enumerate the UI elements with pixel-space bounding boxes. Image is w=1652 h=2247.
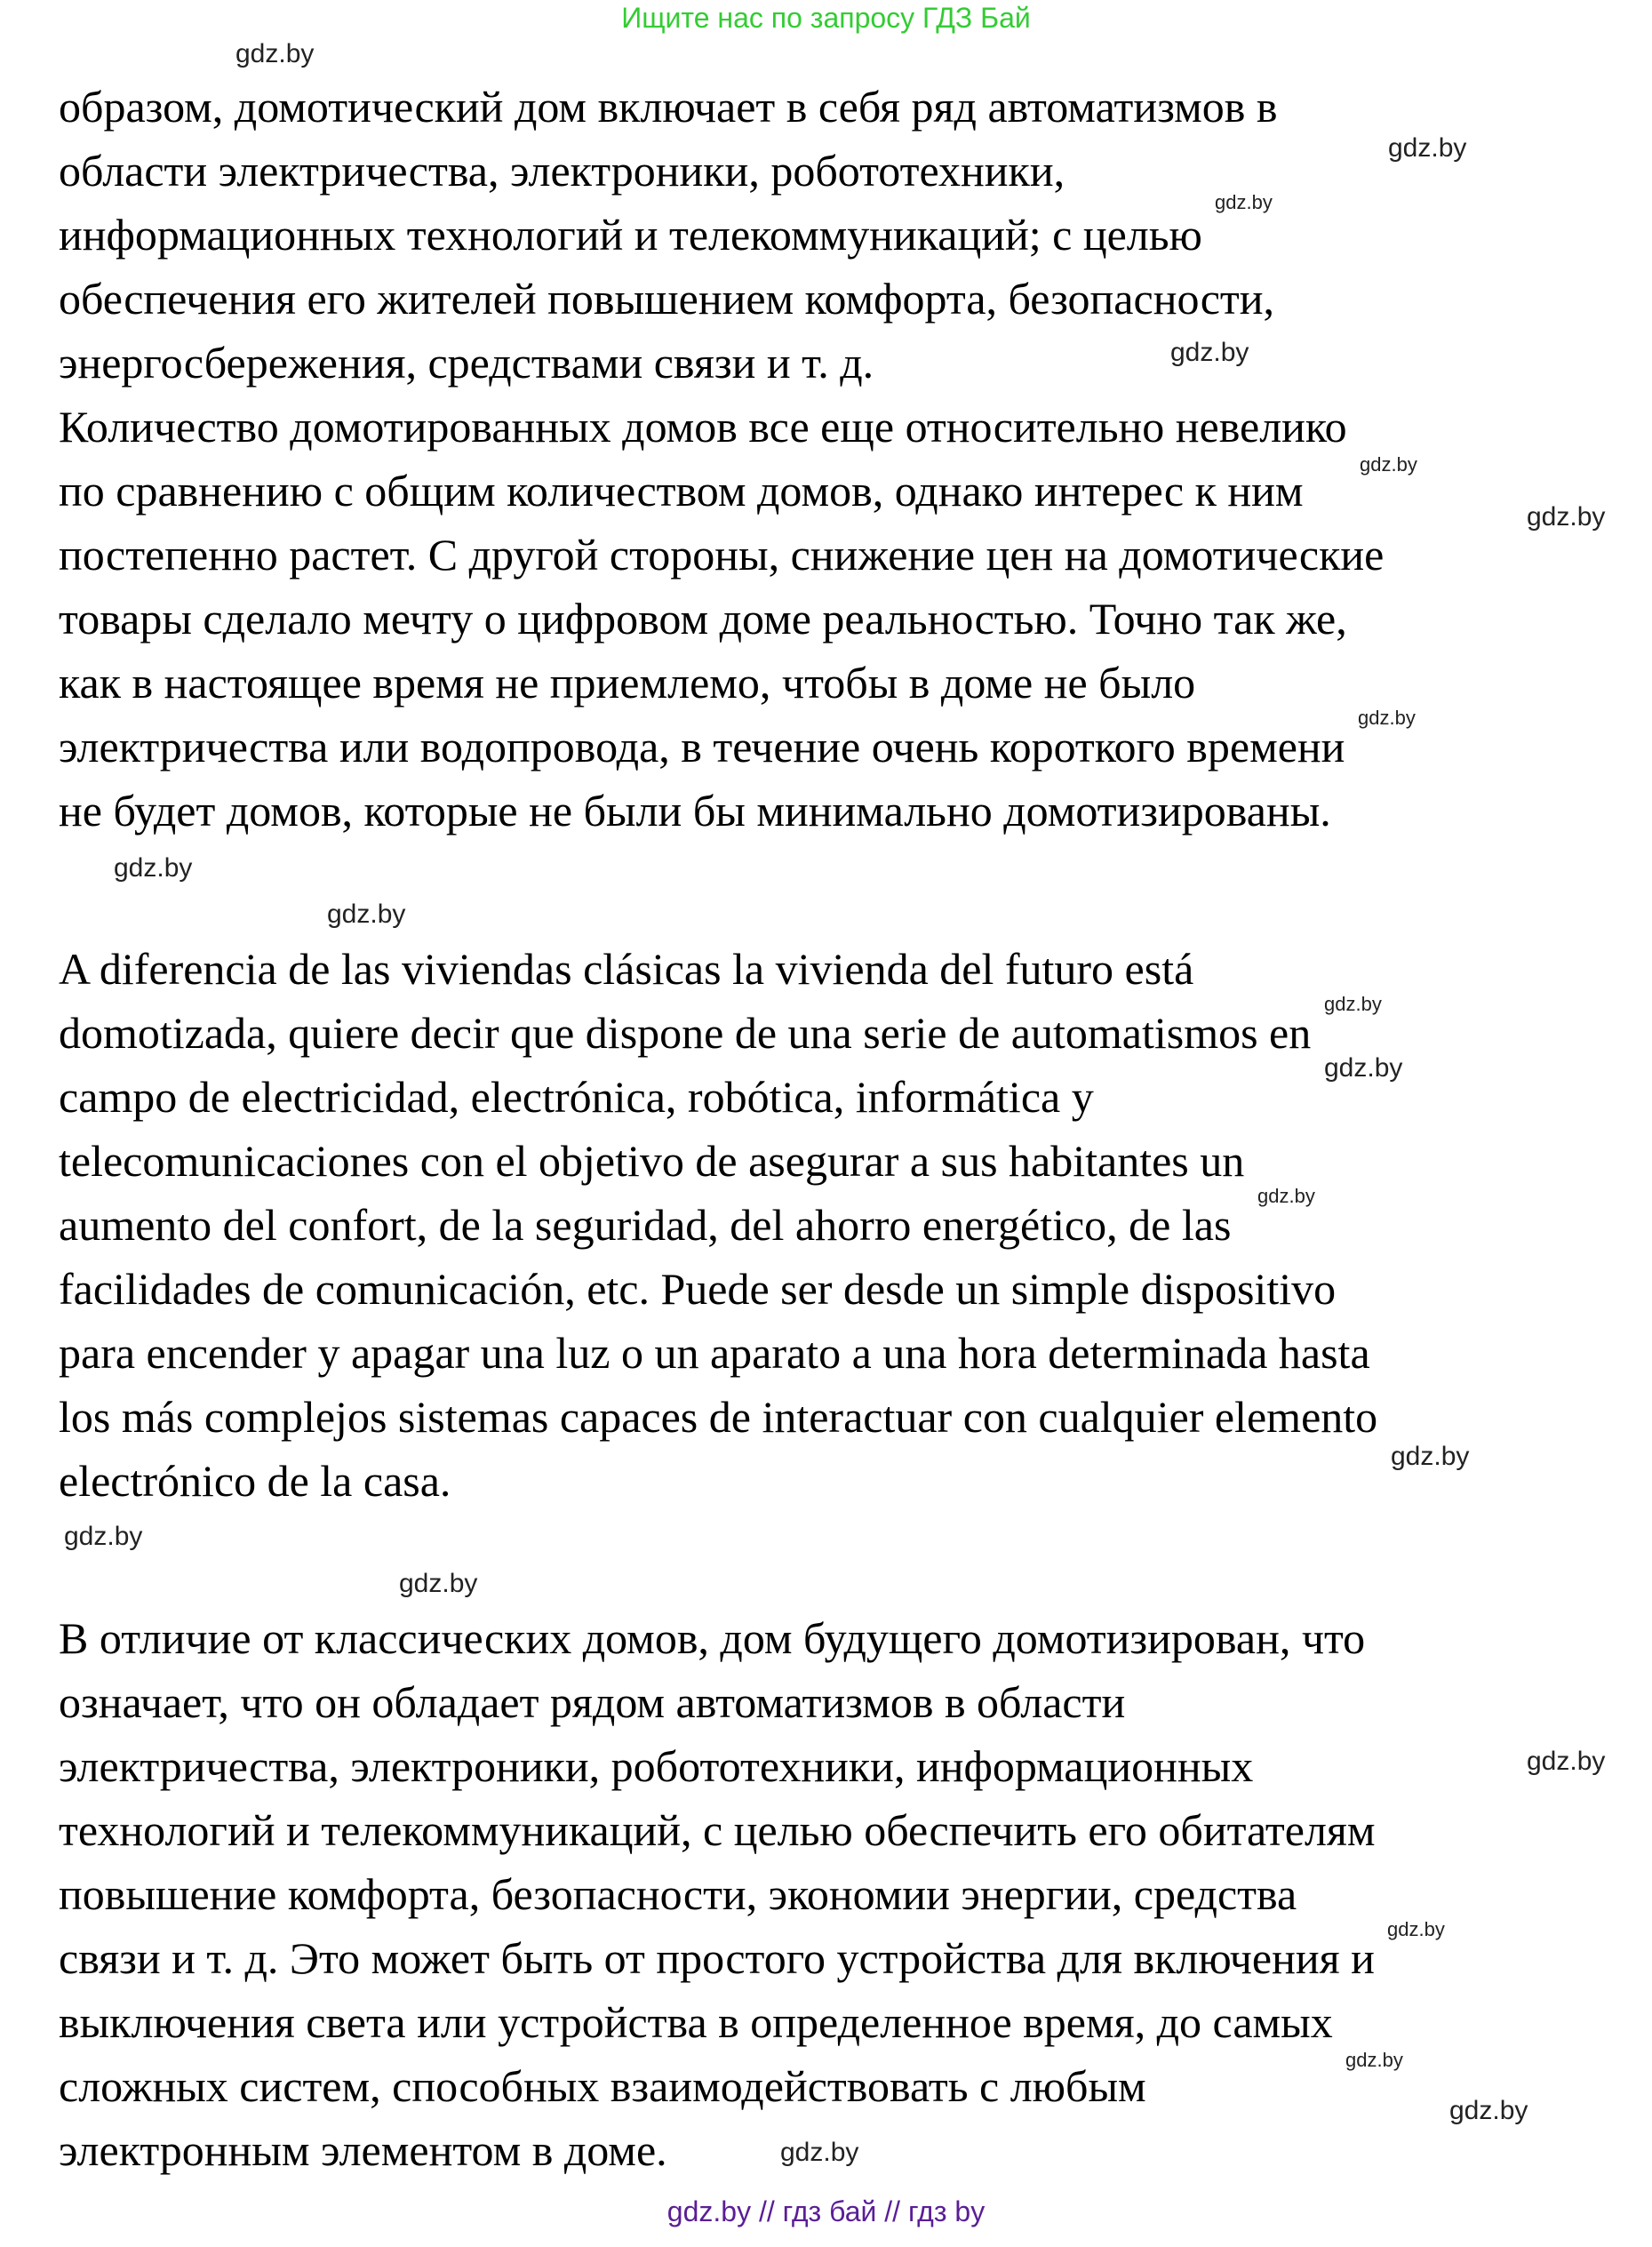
paragraph-3-line: технологий и телекоммуникаций, с целью обеспечить его обитателям: [59, 1805, 1376, 1855]
paragraph-1-line: электричества или водопровода, в течение очень короткого времени: [59, 722, 1345, 772]
watermark: gdz.by: [399, 1569, 478, 1598]
footer-links: gdz.by // гдз бай // гдз by: [666, 2195, 986, 2227]
paragraph-2-line: electrónico de la casa.: [59, 1456, 451, 1506]
watermark: gdz.by: [780, 2138, 859, 2167]
watermark: gdz.by: [1388, 133, 1467, 163]
paragraph-1-line: как в настоящее время не приемлемо, чтобы в доме не было: [59, 658, 1196, 708]
paragraph-3-line: электронным элементом в доме.: [59, 2125, 667, 2175]
paragraph-3-line: повышение комфорта, безопасности, экономии энергии, средства: [59, 1869, 1297, 1919]
watermark: gdz.by: [1527, 502, 1606, 532]
paragraph-2-line: telecomunicaciones con el objetivo de asegurar a sus habitantes un: [59, 1136, 1245, 1186]
paragraph-3-line: означает, что он обладает рядом автоматизмов в области: [59, 1677, 1126, 1727]
paragraph-2-line: domotizada, quiere decir que dispone de una serie de automatismos en: [59, 1008, 1312, 1058]
paragraph-2-line: para encender y apagar una luz o un aparato a una hora determinada hasta: [59, 1328, 1370, 1378]
watermark: gdz.by: [114, 853, 193, 883]
watermark: gdz.by: [235, 39, 315, 68]
paragraph-1-line: образом, домотический дом включает в себя ряд автоматизмов в: [59, 82, 1278, 132]
watermark: gdz.by: [1360, 453, 1417, 476]
paragraph-1-line: информационных технологий и телекоммуникаций; с целью: [59, 210, 1202, 260]
watermark: gdz.by: [1324, 1053, 1403, 1083]
paragraph-2-line: A diferencia de las viviendas clásicas la vivienda del futuro está: [59, 944, 1194, 994]
paragraph-3-line: выключения света или устройства в определенное время, до самых: [59, 1997, 1333, 2047]
paragraph-3-line: сложных систем, способных взаимодействовать с любым: [59, 2061, 1146, 2111]
paragraph-3-line: электричества, электроники, робототехники, информационных: [59, 1741, 1254, 1791]
paragraph-2-line: facilidades de comunicación, etc. Puede ser desde un simple dispositivo: [59, 1264, 1337, 1314]
paragraph-2-line: campo de electricidad, electrónica, robótica, informática y: [59, 1072, 1094, 1122]
watermark: gdz.by: [327, 900, 406, 929]
paragraph-1-line: Количество домотированных домов все еще относительно невелико: [59, 402, 1347, 452]
paragraph-3-line: связи и т. д. Это может быть от простого устройства для включения и: [59, 1933, 1375, 1983]
paragraph-2-line: aumento del confort, de la seguridad, del ahorro energético, de las: [59, 1200, 1232, 1250]
watermark: gdz.by: [1391, 1442, 1470, 1471]
watermark: gdz.by: [64, 1522, 143, 1551]
watermark: gdz.by: [1358, 707, 1416, 729]
paragraph-1-line: не будет домов, которые не были бы минимально домотизированы.: [59, 786, 1331, 836]
watermark: gdz.by: [1324, 993, 1382, 1015]
watermark: gdz.by: [1257, 1185, 1315, 1207]
paragraph-1-line: постепенно растет. С другой стороны, снижение цен на домотические: [59, 530, 1385, 580]
paragraph-3-line: В отличие от классических домов, дом будущего домотизирован, что: [59, 1613, 1366, 1663]
watermark: gdz.by: [1449, 2096, 1528, 2125]
paragraph-1-line: по сравнению с общим количеством домов, однако интерес к ним: [59, 466, 1304, 516]
watermark: gdz.by: [1527, 1747, 1606, 1776]
search-banner: Ищите нас по запросу ГДЗ Бай: [621, 2, 1031, 34]
watermark: gdz.by: [1170, 338, 1249, 367]
watermark: gdz.by: [1387, 1918, 1445, 1940]
paragraph-1-line: области электричества, электроники, робототехники,: [59, 146, 1065, 196]
paragraph-1-line: энергосбережения, средствами связи и т. д.: [59, 338, 874, 388]
paragraph-1-line: обеспечения его жителей повышением комфорта, безопасности,: [59, 274, 1274, 324]
watermark: gdz.by: [1215, 191, 1273, 213]
paragraph-1-line: товары сделало мечту о цифровом доме реальностью. Точно так же,: [59, 594, 1347, 644]
paragraph-2-line: los más complejos sistemas capaces de interactuar con cualquier elemento: [59, 1392, 1378, 1442]
watermark: gdz.by: [1345, 2049, 1403, 2071]
